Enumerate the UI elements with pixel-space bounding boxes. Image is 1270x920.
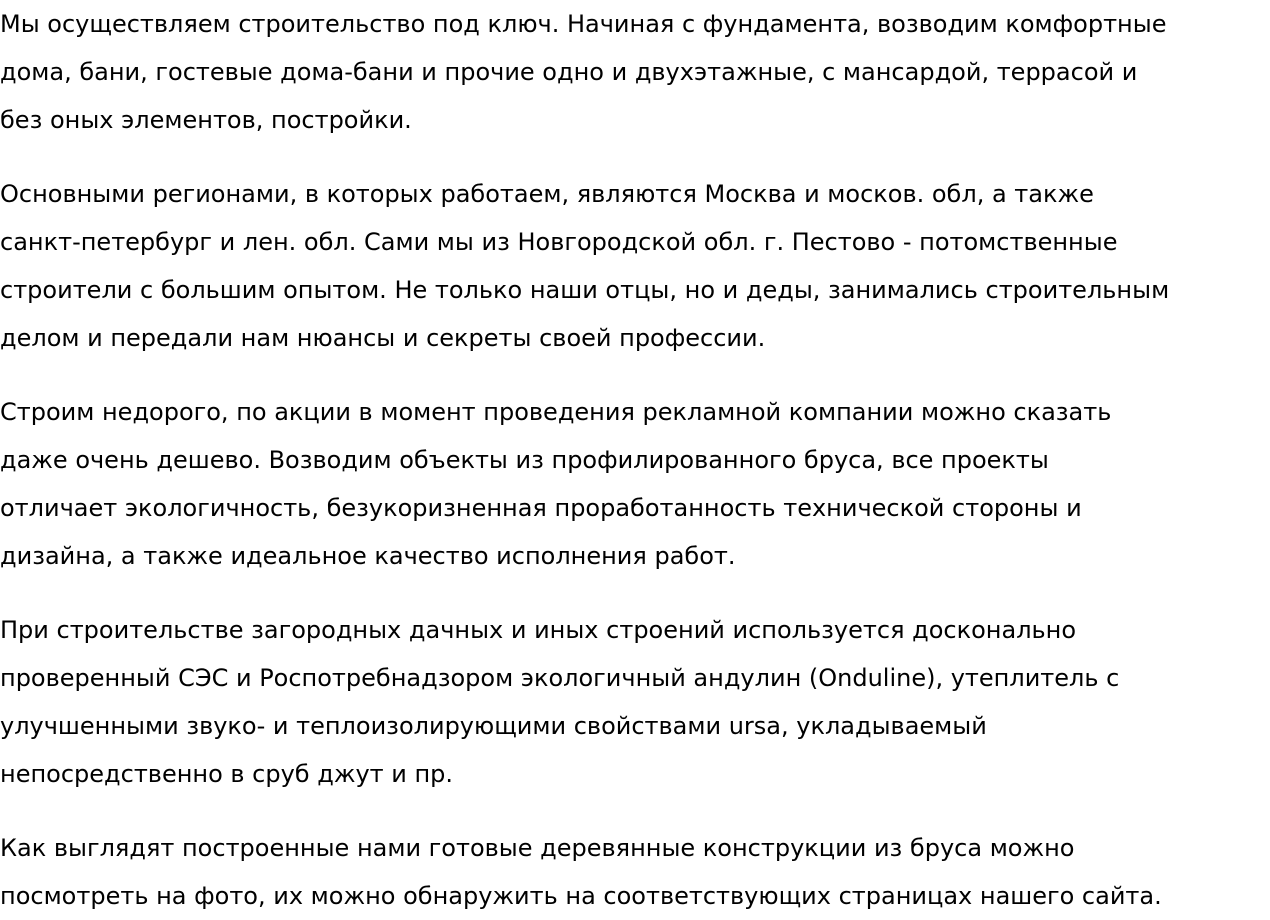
- text-line: улучшенными звуко- и теплоизолирующими свойствами ursa, укладываемый: [0, 712, 987, 740]
- text-line: даже очень дешево. Возводим объекты из профилированного бруса, все проекты: [0, 446, 1049, 474]
- paragraph-photos: [0, 824, 1270, 920]
- text-line: Мы осуществляем строительство под ключ. Начиная с фундамента, возводим комфортные: [0, 10, 1167, 38]
- text-line: делом и передали нам нюансы и секреты своей профессии.: [0, 324, 766, 352]
- text-line: проверенный СЭС и Роспотребнадзором экологичный андулин (Onduline), утеплитель с: [0, 664, 1120, 692]
- paragraph-pricing: [0, 388, 1270, 580]
- text-line: отличает экологичность, безукоризненная проработанность технической стороны и: [0, 494, 1082, 522]
- text-line: непосредственно в сруб джут и пр.: [0, 760, 454, 788]
- text-line: Строим недорого, по акции в момент проведения рекламной компании можно сказать: [0, 398, 1112, 426]
- text-line: без оных элементов, постройки.: [0, 106, 412, 134]
- text-line: Основными регионами, в которых работаем, являются Москва и москов. обл, а также: [0, 180, 1094, 208]
- text-line: дома, бани, гостевые дома-бани и прочие одно и двухэтажные, с мансардой, террасой и: [0, 58, 1138, 86]
- text-line: строители с большим опытом. Не только наши отцы, но и деды, занимались строительным: [0, 276, 1170, 304]
- text-line: дизайна, а также идеальное качество исполнения работ.: [0, 542, 736, 570]
- text-line: Как выглядят построенные нами готовые деревянные конструкции из бруса можно: [0, 834, 1075, 862]
- text-line: При строительстве загородных дачных и иных строений используется досконально: [0, 616, 1077, 644]
- text-line: посмотреть на фото, их можно обнаружить на соответствующих страницах нашего сайта.: [0, 882, 1162, 910]
- text-line: санкт-петербург и лен. обл. Сами мы из Новгородской обл. г. Пестово - потомственные: [0, 228, 1118, 256]
- paragraph-materials: [0, 606, 1270, 798]
- paragraph-regions: [0, 170, 1270, 362]
- paragraph-turnkey-construction: [0, 0, 1270, 144]
